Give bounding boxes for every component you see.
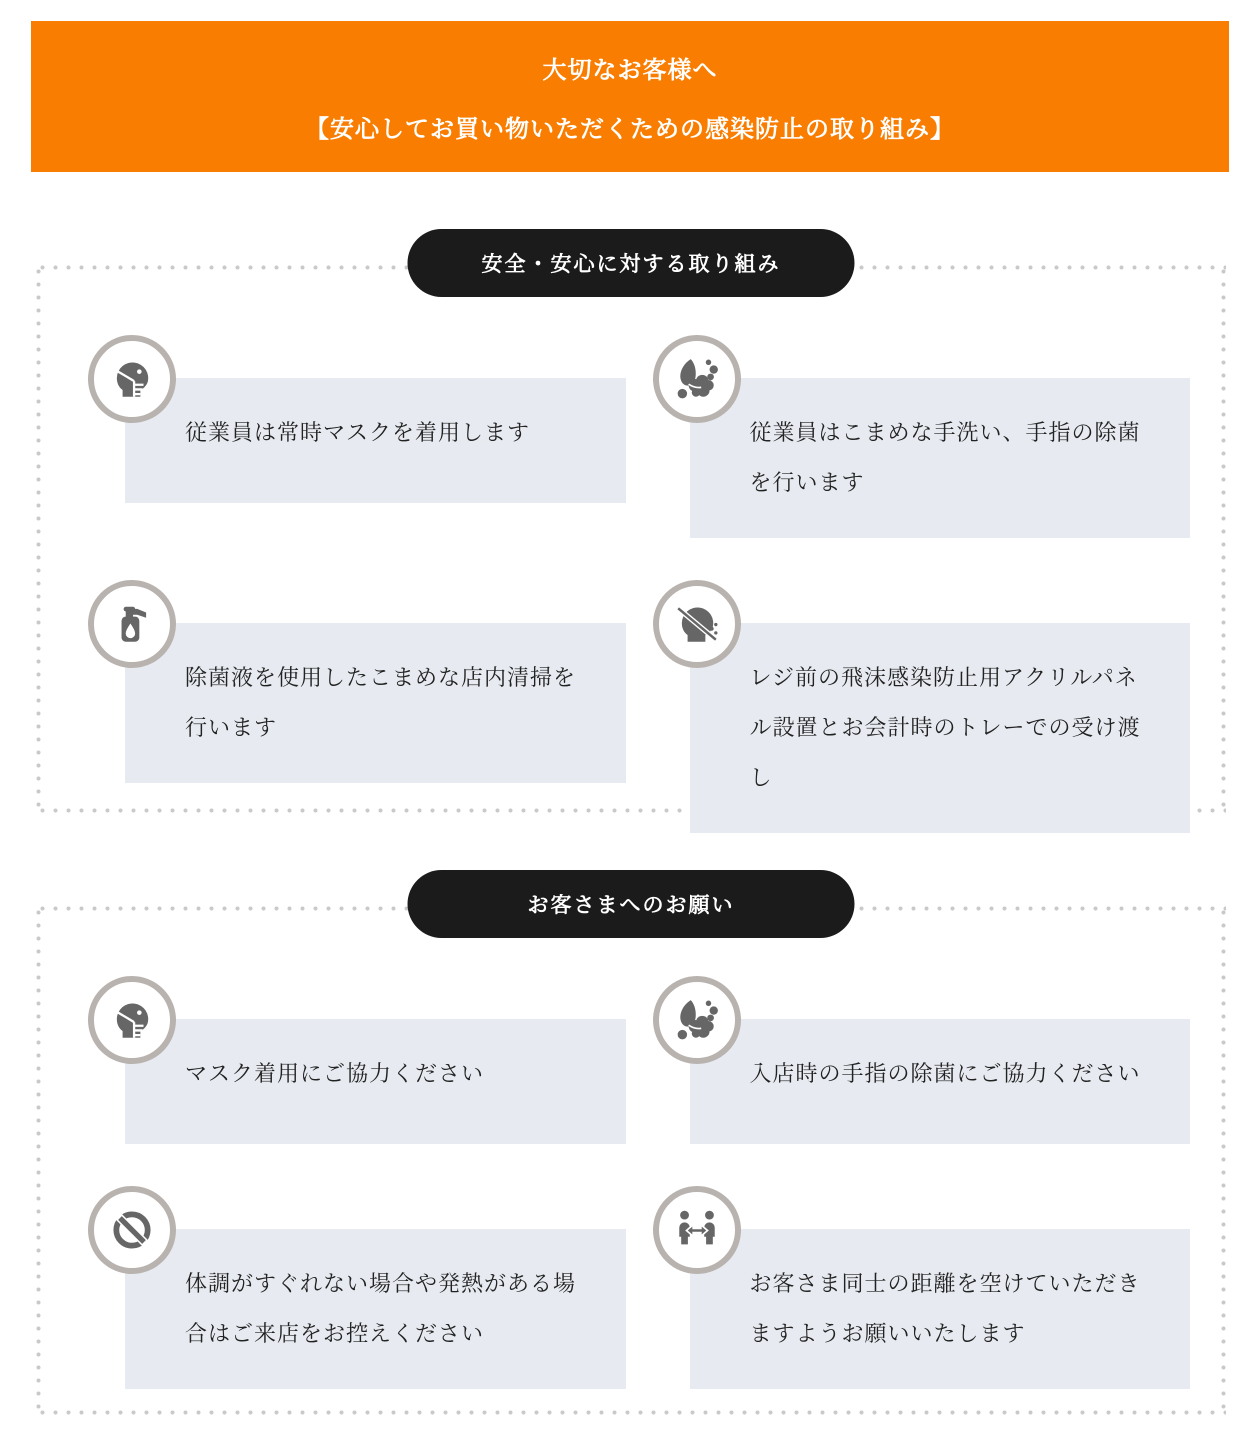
section-body <box>36 265 1226 833</box>
section-body <box>36 906 1226 1389</box>
mask-face-icon <box>88 335 176 423</box>
social-distance-icon <box>653 1186 741 1274</box>
item-text: 従業員は常時マスクを着用します <box>125 378 626 503</box>
list-item <box>88 335 626 503</box>
item-text: 入店時の手指の除菌にご協力ください <box>690 1019 1191 1144</box>
droplet-block-icon <box>653 580 741 668</box>
list-item <box>653 580 1191 833</box>
hand-wash-icon <box>653 976 741 1064</box>
list-item <box>88 580 626 783</box>
list-item <box>653 976 1191 1144</box>
list-item <box>88 976 626 1144</box>
sanitizer-bottle-icon <box>88 580 176 668</box>
notice-banner <box>31 21 1229 172</box>
item-text: お客さま同士の距離を空けていただきますようお願いいたします <box>690 1229 1191 1389</box>
list-item <box>88 1186 626 1389</box>
section-title-pill: お客さまへのお願い <box>408 870 855 938</box>
item-text: 従業員はこまめな手洗い、手指の除菌を行います <box>690 378 1191 538</box>
list-item <box>653 335 1191 538</box>
section-customer-requests <box>36 894 1226 1415</box>
list-item <box>653 1186 1191 1389</box>
banner-title: 大切なお客様へ <box>542 56 718 84</box>
hand-wash-icon <box>653 335 741 423</box>
no-entry-icon <box>88 1186 176 1274</box>
item-text: マスク着用にご協力ください <box>125 1019 626 1144</box>
item-text: レジ前の飛沫感染防止用アクリルパネル設置とお会計時のトレーでの受け渡し <box>690 623 1191 833</box>
item-text: 体調がすぐれない場合や発熱がある場合はご来店をお控えください <box>125 1229 626 1389</box>
section-safety-measures <box>36 253 1226 813</box>
item-text: 除菌液を使用したこまめな店内清掃を行います <box>125 623 626 783</box>
section-title-pill: 安全・安心に対する取り組み <box>408 229 855 297</box>
mask-face-icon <box>88 976 176 1064</box>
banner-subtitle: 【安心してお買い物いただくための感染防止の取り組み】 <box>305 115 955 143</box>
